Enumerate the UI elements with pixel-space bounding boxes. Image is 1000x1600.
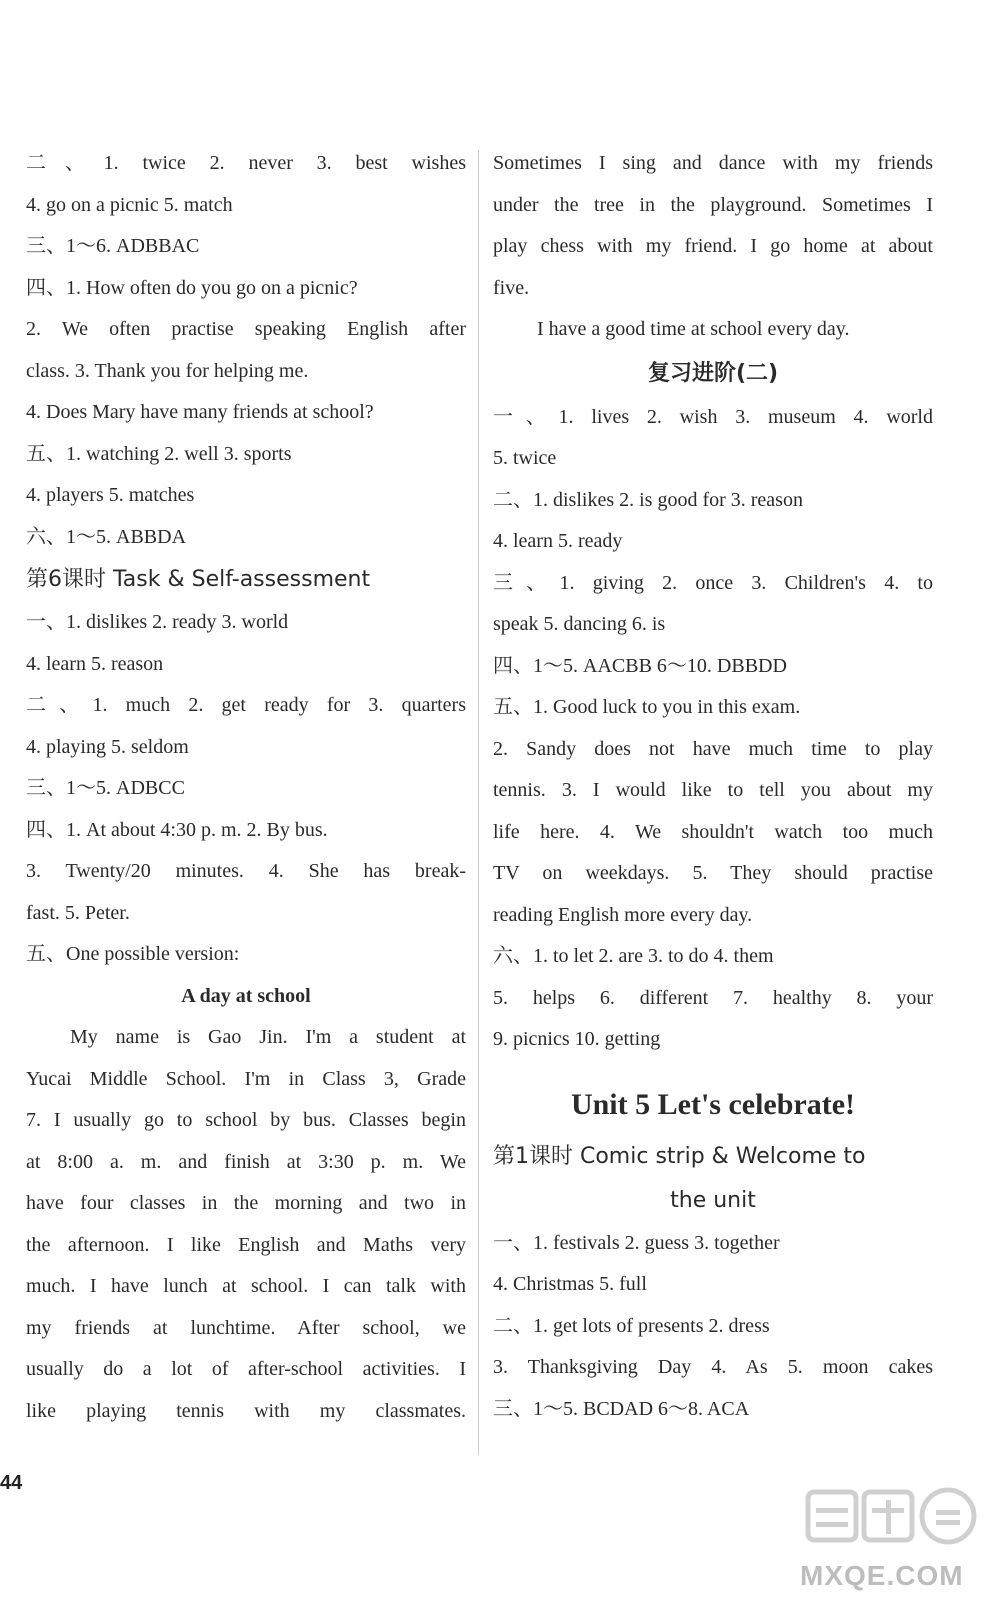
left-line: like playing tennis with my classmates. — [26, 1399, 466, 1422]
left-line: usually do a lot of after-school activities. I — [26, 1358, 466, 1380]
right-line: under the tree in the playground. Sometimes I — [493, 193, 933, 216]
right-line: 一、1. festivals 2. guess 3. together — [493, 1231, 780, 1254]
right-line: 4. Christmas 5. full — [493, 1273, 647, 1295]
left-line: 4. learn 5. reason — [26, 652, 164, 675]
right-line: 二、1. get lots of presents 2. dress — [493, 1314, 770, 1337]
watermark-text: MXQE.COM — [800, 1560, 964, 1591]
right-line: 3. Thanksgiving Day 4. As 5. moon cakes — [493, 1356, 933, 1378]
left-line: My name is Gao Jin. I'm a student at — [70, 1026, 466, 1048]
left-line: 二、1. twice 2. never 3. best wishes — [26, 152, 466, 174]
left-line: class. 3. Thank you for helping me. — [26, 359, 309, 382]
right-line: Sometimes I sing and dance with my friends — [493, 152, 933, 174]
left-line: at 8:00 a. m. and finish at 3:30 p. m. We — [26, 1150, 466, 1173]
right-line: 五、1. Good luck to you in this exam. — [493, 696, 801, 718]
left-line: 7. I usually go to school by bus. Classes begin — [26, 1109, 466, 1131]
left-line: much. I have lunch at school. I can talk with — [26, 1275, 466, 1297]
right-line: I have a good time at school every day. — [537, 318, 850, 340]
left-line: 3. Twenty/20 minutes. 4. She has break- — [26, 860, 466, 882]
left-line: 六、1～5. ABBDA — [26, 525, 187, 548]
right-line: life here. 4. We shouldn't watch too much — [493, 820, 933, 843]
left-line: 五、1. watching 2. well 3. sports — [26, 442, 292, 465]
right-line: 4. learn 5. ready — [493, 530, 623, 552]
left-line: 4. playing 5. seldom — [26, 735, 189, 758]
left-line: 四、1. At about 4:30 p. m. 2. By bus. — [26, 818, 328, 841]
right-line: 5. helps 6. different 7. healthy 8. your — [493, 986, 933, 1009]
left-column — [26, 143, 466, 1432]
right-line: 三、1～5. BCDAD 6～8. ACA — [493, 1397, 750, 1420]
right-line: 六、1. to let 2. are 3. to do 4. them — [493, 945, 774, 967]
right-line: tennis. 3. I would like to tell you about my — [493, 779, 933, 801]
left-line: 二、1. much 2. get ready for 3. quarters — [26, 694, 466, 716]
left-line: 一、1. dislikes 2. ready 3. world — [26, 611, 289, 633]
left-line: my friends at lunchtime. After school, we — [26, 1316, 466, 1339]
right-line: 9. picnics 10. getting — [493, 1028, 661, 1050]
left-line: the afternoon. I like English and Maths very — [26, 1233, 466, 1256]
left-line: 三、1～6. ADBBAC — [26, 235, 200, 257]
left-line: 4. go on a picnic 5. match — [26, 193, 233, 216]
left-line: 四、1. How often do you go on a picnic? — [26, 276, 358, 299]
left-line: 4. Does Mary have many friends at school? — [26, 401, 374, 423]
left-line: A day at school — [181, 984, 311, 1007]
right-line: the unit — [670, 1187, 756, 1213]
left-line: 4. players 5. matches — [26, 484, 195, 506]
right-line: 2. Sandy does not have much time to play — [493, 737, 933, 760]
left-line: Yucai Middle School. I'm in Class 3, Grade — [26, 1067, 466, 1090]
right-line: 复习进阶(二) — [647, 360, 779, 386]
left-line: fast. 5. Peter. — [26, 901, 130, 924]
right-line: 三、1. giving 2. once 3. Children's 4. to — [493, 571, 933, 594]
column-divider — [478, 150, 479, 1455]
left-line: 五、One possible version: — [26, 943, 240, 965]
right-column — [493, 143, 933, 1430]
right-line: TV on weekdays. 5. They should practise — [493, 862, 933, 884]
left-line: 三、1～5. ADBCC — [26, 777, 185, 799]
right-line: 第1课时 Comic strip & Welcome to — [493, 1143, 866, 1169]
right-line: 四、1～5. AACBB 6～10. DBBDD — [493, 654, 787, 677]
right-line: 一、1. lives 2. wish 3. museum 4. world — [493, 405, 933, 428]
left-line: 2. We often practise speaking English after — [26, 318, 466, 340]
right-line: speak 5. dancing 6. is — [493, 613, 666, 635]
right-line: 5. twice — [493, 447, 557, 469]
right-line: reading English more every day. — [493, 903, 753, 926]
right-line: Unit 5 Let's celebrate! — [570, 1087, 856, 1121]
right-line: play chess with my friend. I go home at about — [493, 235, 933, 257]
left-line: have four classes in the morning and two in — [26, 1192, 466, 1214]
right-line: 二、1. dislikes 2. is good for 3. reason — [493, 488, 803, 511]
right-line: five. — [493, 276, 530, 299]
page-number: 44 — [0, 1472, 23, 1494]
left-line: 第6课时 Task & Self-assessment — [26, 567, 371, 592]
